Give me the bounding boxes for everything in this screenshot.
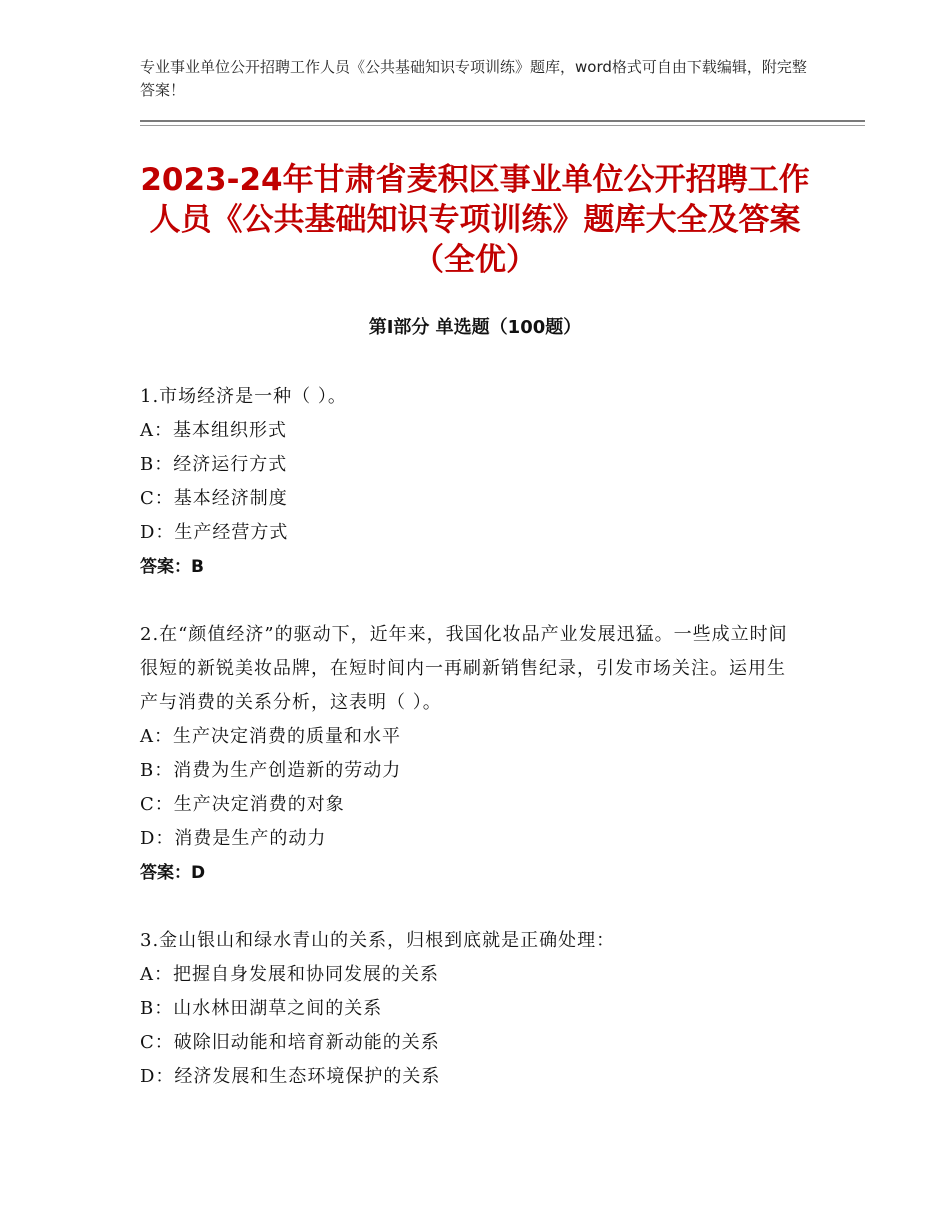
- option-a: A：基本组织形式: [140, 420, 287, 441]
- option-c: C：生产决定消费的对象: [140, 794, 345, 815]
- option-b: B：山水林田湖草之间的关系: [140, 998, 383, 1019]
- question-list: [140, 380, 800, 1128]
- question-3: [140, 924, 800, 1094]
- option-d: D：消费是生产的动力: [140, 828, 327, 849]
- answer: 答案：B: [140, 557, 204, 577]
- option-c: C：破除旧动能和培育新动能的关系: [140, 1032, 440, 1053]
- option-d: D：生产经营方式: [140, 522, 289, 543]
- header-divider-thin: [140, 125, 865, 126]
- question-text: 1.市场经济是一种（ ）。: [140, 386, 347, 407]
- header-divider: [140, 120, 865, 122]
- option-b: B：消费为生产创造新的劳动力: [140, 760, 402, 781]
- document-title: 2023-24年甘肃省麦积区事业单位公开招聘工作人员《公共基础知识专项训练》题库大全及答案（全优）: [140, 162, 810, 278]
- question-1: [140, 380, 800, 584]
- option-b: B：经济运行方式: [140, 454, 288, 475]
- section-title: 第Ⅰ部分 单选题（100题）: [368, 317, 582, 338]
- question-text: 3.金山银山和绿水青山的关系，归根到底就是正确处理：: [140, 930, 616, 951]
- option-c: C：基本经济制度: [140, 488, 288, 509]
- question-text: 2.在“颜值经济”的驱动下，近年来，我国化妆品产业发展迅猛。一些成立时间很短的新锐美妆品牌，在短时间内一再刷新销售纪录，引发市场关注。运用生产与消费的关系分析，这表明（ ）。: [140, 624, 788, 713]
- header-note: 专业事业单位公开招聘工作人员《公共基础知识专项训练》题库，word格式可自由下载编辑，附完整答案！: [140, 58, 807, 99]
- option-a: A：把握自身发展和协同发展的关系: [140, 964, 439, 985]
- option-a: A：生产决定消费的质量和水平: [140, 726, 401, 747]
- option-d: D：经济发展和生态环境保护的关系: [140, 1066, 441, 1087]
- question-2: [140, 618, 800, 890]
- answer: 答案：D: [140, 863, 206, 883]
